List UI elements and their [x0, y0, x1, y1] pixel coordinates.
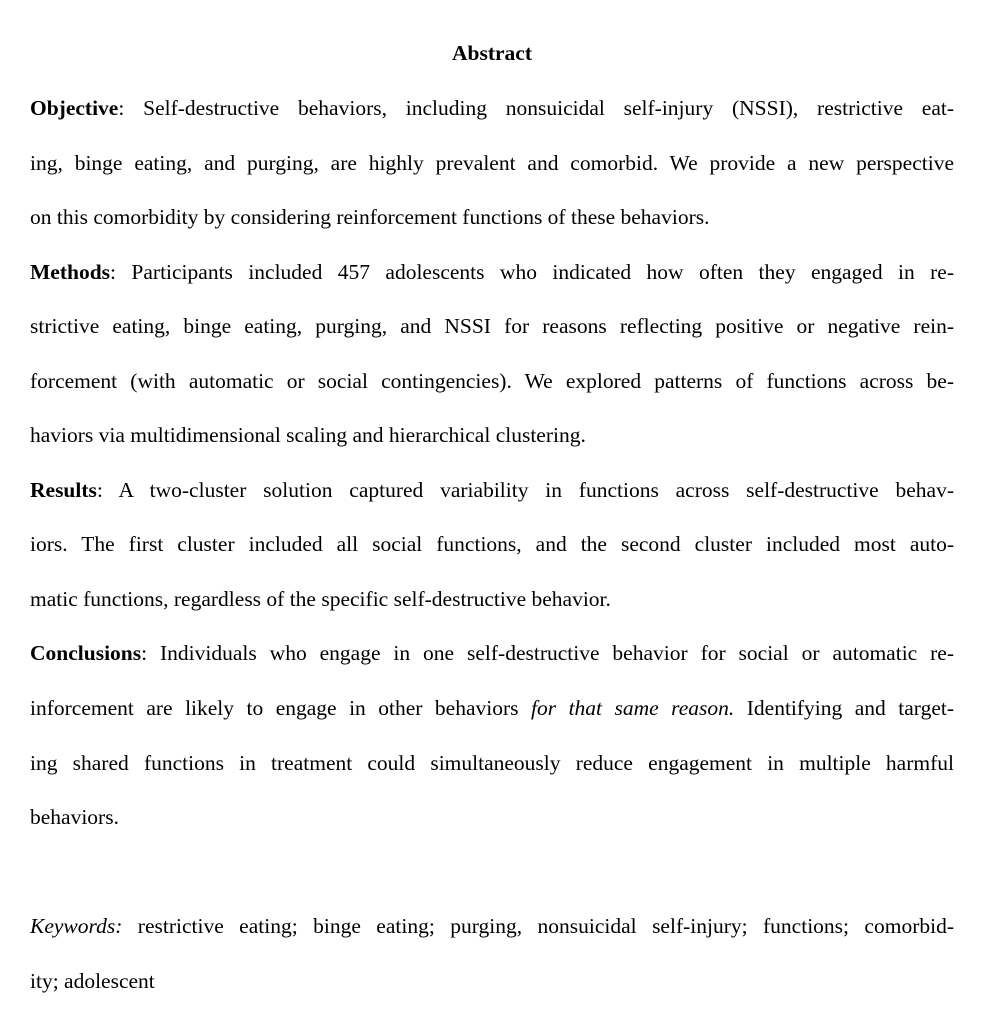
objective-label: Objective: [30, 96, 119, 120]
results-label: Results: [30, 478, 97, 502]
conclusions-line-2: [30, 693, 954, 723]
conclusions-label: Conclusions: [30, 641, 142, 665]
conclusions-italic-phrase: for that same reason.: [531, 696, 735, 720]
methods-text-1: : Participants included 457 adolescents who indicated how often they engaged in re-: [110, 260, 954, 284]
methods-label: Methods: [30, 260, 111, 284]
results-line-2: iors. The first cluster included all social functions, and the second cluster included most auto-: [30, 532, 954, 556]
keywords-line-1: [30, 911, 954, 941]
keywords-label: Keywords:: [30, 914, 123, 938]
results-line-1: [30, 475, 954, 505]
conclusions-text-2a: inforcement are likely to engage in other behaviors: [30, 696, 531, 720]
objective-line-3: on this comorbidity by considering reinforcement functions of these behaviors.: [30, 205, 710, 229]
methods-line-1: [30, 257, 954, 287]
objective-text-1: : Self-destructive behaviors, including nonsuicidal self-injury (NSSI), restrictive eat-: [118, 96, 954, 120]
results-text-1: : A two-cluster solution captured variability in functions across self-destructive behav-: [96, 478, 954, 502]
objective-line-2: ing, binge eating, and purging, are highly prevalent and comorbid. We provide a new perspective: [30, 151, 954, 175]
conclusions-text-1: : Individuals who engage in one self-destructive behavior for social or automatic re-: [141, 641, 954, 665]
methods-line-4: haviors via multidimensional scaling and hierarchical clustering.: [30, 423, 586, 447]
conclusions-line-4: behaviors.: [30, 805, 119, 829]
conclusions-text-2b: Identifying and target-: [734, 696, 954, 720]
conclusions-line-3: ing shared functions in treatment could simultaneously reduce engagement in multiple harmful: [30, 751, 954, 775]
methods-line-3: forcement (with automatic or social contingencies). We explored patterns of functions across be-: [30, 369, 954, 393]
keywords-line-2: ity; adolescent: [30, 969, 155, 993]
keywords-text-1: restrictive eating; binge eating; purging, nonsuicidal self-injury; functions; comorbid-: [122, 914, 954, 938]
results-line-3: matic functions, regardless of the specific self-destructive behavior.: [30, 587, 611, 611]
conclusions-line-1: [30, 638, 954, 668]
abstract-title: Abstract: [451, 41, 532, 65]
methods-line-2: strictive eating, binge eating, purging, and NSSI for reasons reflecting positive or negative rein-: [30, 314, 954, 338]
objective-line-1: [30, 93, 954, 123]
